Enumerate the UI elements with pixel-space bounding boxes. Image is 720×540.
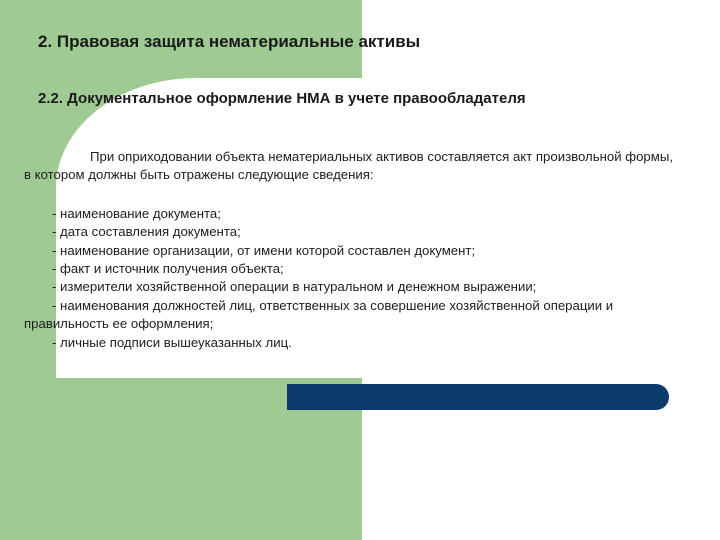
list-item: - наименование организации, от имени которой составлен документ; — [52, 242, 476, 258]
slide-subtitle: 2.2. Документальное оформление НМА в учете правообладателя — [38, 90, 526, 107]
requirements-list — [24, 205, 674, 352]
list-item: - личные подписи вышеуказанных лиц. — [52, 334, 292, 350]
intro-paragraph: При оприходовании объекта нематериальных активов составляется акт произвольной формы, в котором должны быть отражены следующие сведения: — [24, 149, 673, 183]
list-item: - измерители хозяйственной операции в натуральном и денежном выражении; — [52, 279, 537, 295]
slide-title: 2. Правовая защита нематериальные активы — [38, 32, 421, 51]
list-item: - наименования должностей лиц, ответственных за совершение хозяйственной операции и правильность ее оформления; — [24, 297, 614, 332]
list-item: - факт и источник получения объекта; — [52, 261, 284, 277]
list-item: - дата составления документа; — [52, 224, 241, 240]
slide-body — [24, 148, 674, 352]
list-item: - наименование документа; — [52, 205, 221, 221]
decorative-navy-bar — [287, 384, 669, 410]
